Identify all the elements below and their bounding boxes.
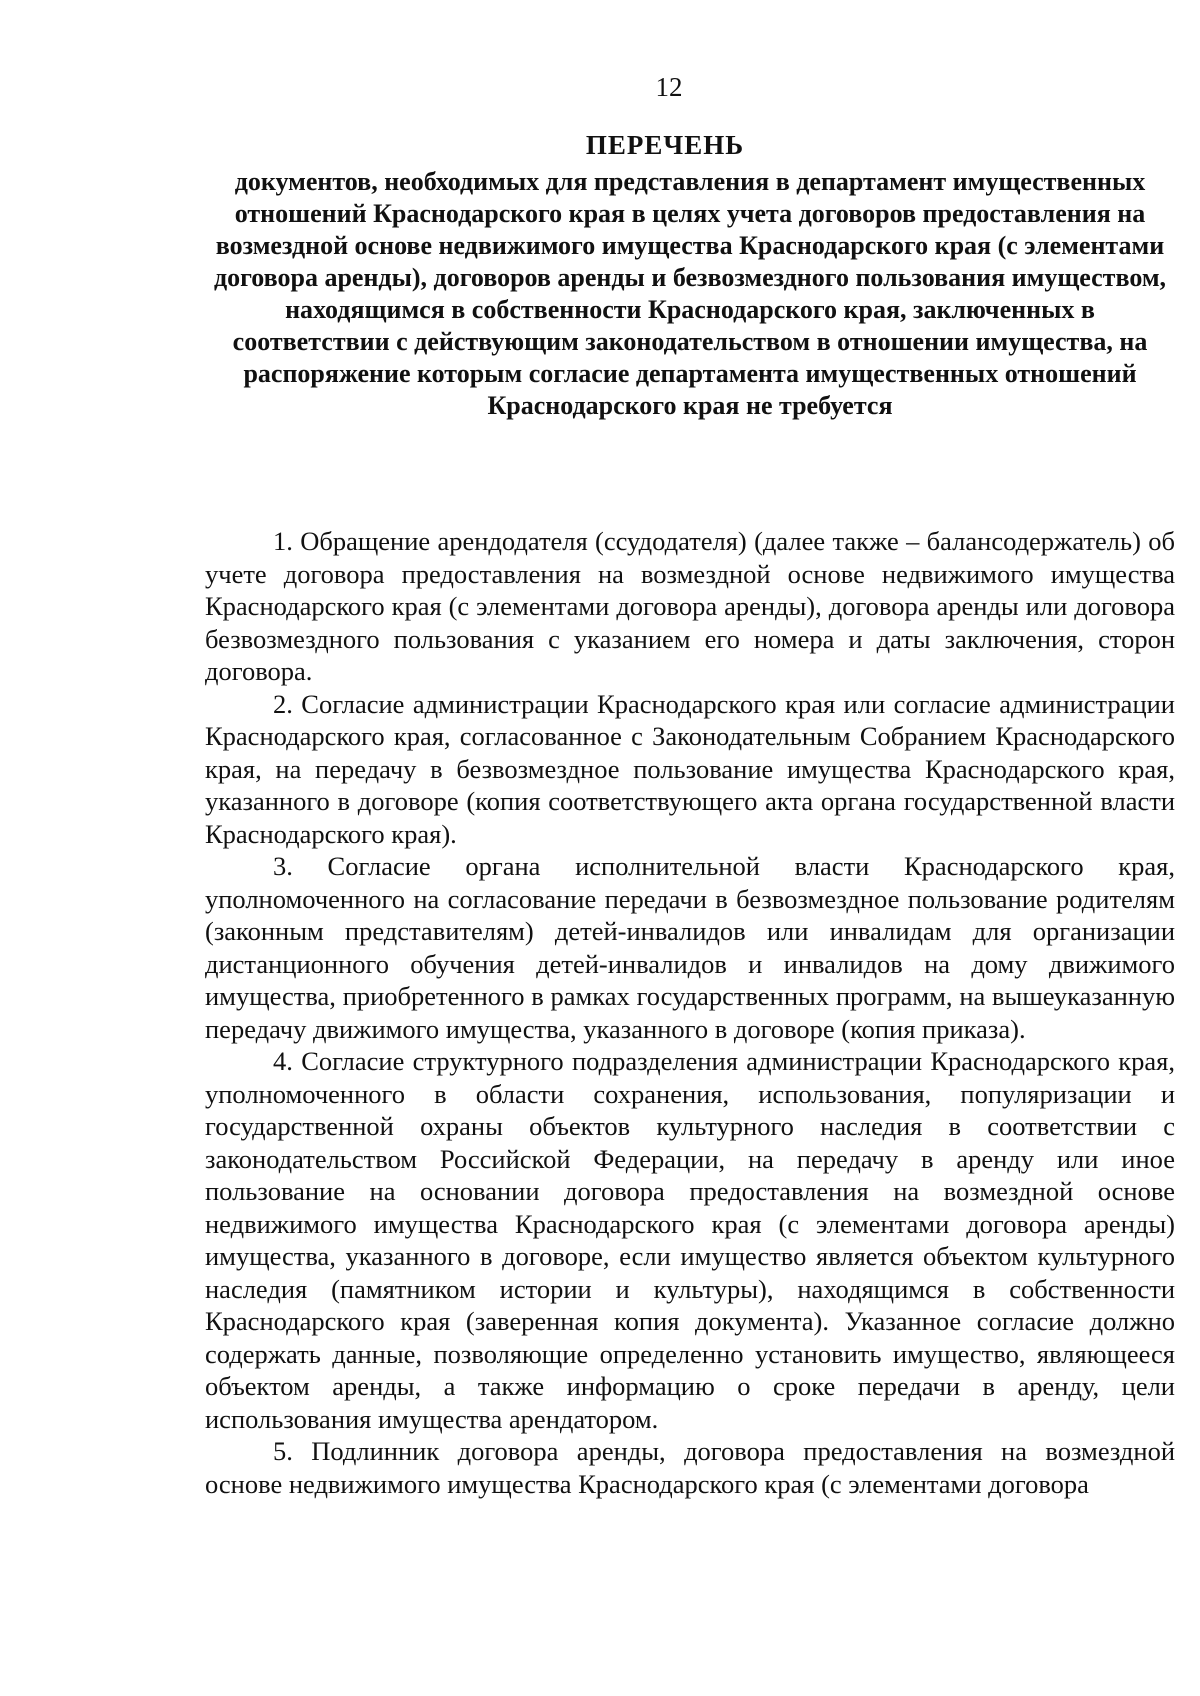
list-item-5: 5. Подлинник договора аренды, договора предоставления на возмездной основе недвижимого имущества Краснодарского края (с элементами договора (205, 1436, 1175, 1499)
document-subtitle: документов, необходимых для представления в департамент имущественных отношений Краснодарского края в целях учета договоров предоставления на возмездной основе недвижимого имущества Краснодарского края (с элементами договора аренды), договоров аренды и безвозмездного пользования имуществом, находящимся в собственности Краснодарского края, заключенных в соответствии с действующим законодательством в отношении имущества, на распоряжение которым согласие департамента имущественных отношений Краснодарского края не требуется (213, 167, 1167, 420)
document-title: ПЕРЕЧЕНЬ (585, 130, 745, 160)
list-item-1: 1. Обращение арендодателя (ссудодателя) (далее также – балансодержатель) об учете договора предоставления на возмездной основе недвижимого имущества Краснодарского края (с элементами договора аренды), договора аренды или договора безвозмездного пользования с указанием его номера и даты заключения, сторон договора. (205, 526, 1175, 686)
document-body (205, 525, 1175, 1500)
list-item-4: 4. Согласие структурного подразделения администрации Краснодарского края, уполномоченного в области сохранения, использования, популяризации и государственной охраны объектов культурного наследия в соответствии с законодательством Российской Федерации, на передачу в аренду или иное пользование на основании договора предоставления на возмездной основе недвижимого имущества Краснодарского края (с элементами договора аренды) имущества, указанного в договоре, если имущество является объектом культурного наследия (памятником истории и культуры), находящимся в собственности Краснодарского края (заверенная копия документа). Указанное согласие должно содержать данные, позволяющие определенно установить имущество, являющееся объектом аренды, а также информацию о сроке передачи в аренду, цели использования имущества арендатором. (205, 1046, 1175, 1434)
list-item-2: 2. Согласие администрации Краснодарского края или согласие администрации Краснодарского края, согласованное с Законодательным Собранием Краснодарского края, на передачу в безвозмездное пользование имущества Краснодарского края, указанного в договоре (копия соответствующего акта органа государственной власти Краснодарского края). (205, 688, 1175, 849)
page-number: 12 (655, 72, 683, 102)
list-item-3: 3. Согласие органа исполнительной власти Краснодарского края, уполномоченного на согласование передачи в безвозмездное пользование родителям (законным представителям) детей-инвалидов или инвалидам для организации дистанционного обучения детей-инвалидов и инвалидов на дому движимого имущества, приобретенного в рамках государственных программ, на вышеуказанную передачу движимого имущества, указанного в договоре (копия приказа). (205, 851, 1175, 1044)
